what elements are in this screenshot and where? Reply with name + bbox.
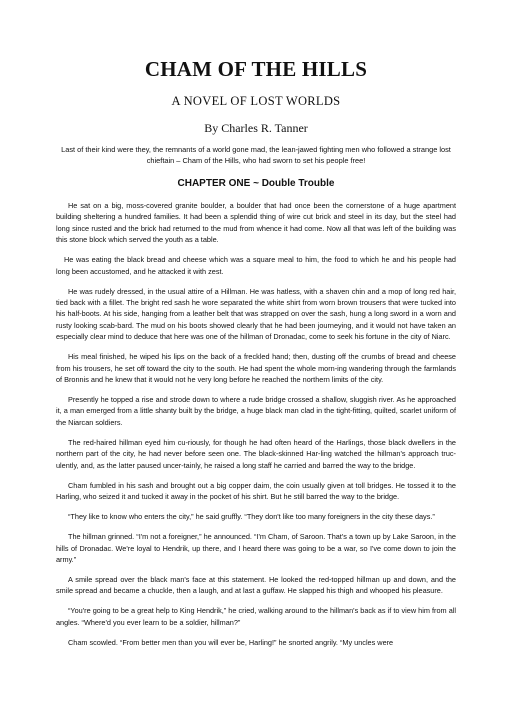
- chapter-heading: CHAPTER ONE ~ Double Trouble: [177, 178, 335, 189]
- paragraph: “They like to know who enters the city,” he said gruffly. “They don't like too many foreigners in the city these days.”: [68, 512, 435, 522]
- paragraph: Cham scowled. “From better men than you will ever be, Harling!” he snorted angrily. “My uncles were: [68, 637, 394, 647]
- paragraph: He was rudely dressed, in the usual attire of a Hillman. He was hatless, with a shaven chin and a mop of long red hair, tied back with a fillet. The bright red sash he wore separated the white shirt from worn brown trousers that were tucked into his half-boots. At his side, hanging from a leather belt that was strapped on over the sash, hung a long sword in a worn and rusty looking scab-bard. The mud on his boots showed clearly that he had been journeying, and it would not have taken an especially clear mind to deduce that here was one of the hillman of Dronadac, come to seek his fortune in the city of Niarc.: [56, 286, 456, 342]
- paragraph: His meal finished, he wiped his lips on the back of a freckled hand; then, dusting off the crumbs of bread and cheese from his trousers, he set off toward the city to the south. He had spent the whole morn-ing wandering through the farmlands of Bronnis and he knew that it would not he very long before he reached the northern limits of the city.: [56, 352, 456, 385]
- author-byline: By Charles R. Tanner: [204, 121, 308, 135]
- paragraph: “You're going to be a great help to King Hendrik,” he cried, walking around to the hillman's back as if to view him from all angles. “Where'd you ever learn to be a soldier, hillman?”: [56, 606, 456, 627]
- paragraph: Presently he topped a rise and strode down to where a rude bridge crossed a shallow, sluggish river. As he approached it, a man emerged from a little shanty built by the bridge, a huge black man clad in the tight-fitting, quilted, scarlet uniform of the Niarcan soldiers.: [56, 395, 456, 427]
- story-subtitle: A NOVEL OF LOST WORLDS: [171, 94, 341, 108]
- paragraph: Cham fumbled in his sash and brought out a big copper daim, the coin usually given at toll bridges. He tossed it to the Harling, who seized it and tucked it away in the pocket of his shirt. But he still barred the way to the bridge.: [56, 480, 456, 502]
- paragraph: The hillman grinned. “I'm not a foreigner,” he announced. “I'm Cham, of Saroon. That's a town up by Lake Saroon, in the hills of Dronadac. We're loyal to Hendrik, up there, and I heard there was going to be a war, so I've come down to join the army.”: [56, 532, 456, 564]
- paragraph: He sat on a big, moss-covered granite boulder, a boulder that had once been the cornerstone of a huge apartment building sheltering a hundred families. It had been a splendid thing of wire cut brick and steel in its day, but the steel had long since rusted and the brick had returned to the mud from whence it had come. Now all that was left of the building was this stone block which served the youth as a table.: [56, 201, 456, 245]
- story-tagline: Last of their kind were they, the remnants of a world gone mad, the lean-jawed fighting men who followed a strange lost chieftain – Cham of the Hills, who had sworn to set his people free!: [61, 145, 451, 165]
- story-body: [56, 200, 456, 648]
- story-title: CHAM OF THE HILLS: [144, 57, 368, 81]
- paragraph: A smile spread over the black man's face at this statement. He looked the red-topped hillman up and down, and the smile spread and became a chuckle, then a laugh, and at last a guffaw. He slapped his thigh and whooped his pleasure.: [56, 574, 456, 596]
- paragraph: The red-haired hillman eyed him cu-riously, for though he had often heard of the Harlings, those black dwellers in the northern part of the city, he had never before seen one. The black-skinned Har-ling watched the hillman's approach truc-ulently, and, as the latter paused uncer-tainly, he raised a long staff he carried and barred the way to the bridge.: [56, 437, 456, 470]
- paragraph: He was eating the black bread and cheese which was a square meal to him, the food to which he and his people had long been accustomed, and he attacked it with zest.: [56, 255, 456, 276]
